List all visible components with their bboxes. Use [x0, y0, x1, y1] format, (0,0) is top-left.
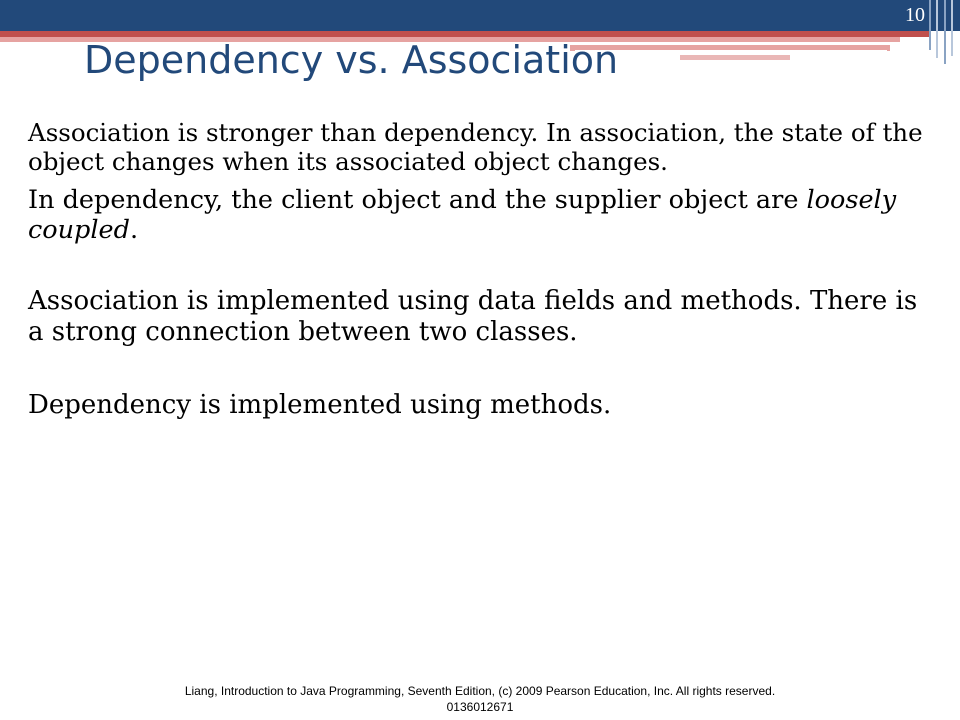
header-bar-navy — [0, 0, 960, 31]
paragraph-dependency-implementation: Dependency is implemented using methods. — [28, 390, 612, 421]
header-accent-line — [575, 50, 887, 52]
decorative-vertical-line — [944, 0, 946, 64]
slide-title: Dependency vs. Association — [84, 38, 619, 82]
emphasis-text: loosely coupled — [28, 184, 897, 246]
page-number: 10 — [905, 4, 925, 26]
paragraph-text: In dependency, the client object and the supplier object are — [28, 184, 807, 215]
paragraph-text-end: . — [129, 215, 139, 246]
paragraph-dependency-coupling — [28, 185, 938, 246]
paragraph-association-strength: Association is stronger than dependency. In association, the state of the object changes when its associated object changes. — [28, 118, 923, 177]
slide-body — [28, 118, 938, 422]
decorative-vertical-line — [951, 0, 953, 56]
header-accent-bar-short — [680, 55, 790, 60]
paragraph-association-implementation: Association is implemented using data fields and methods. There is a strong connection between two classes. — [28, 285, 918, 348]
footer-copyright: Liang, Introduction to Java Programming, Seventh Edition, (c) 2009 Pearson Education, Inc. All rights reserved. 0136012671 — [184, 684, 776, 714]
decorative-vertical-line — [936, 0, 938, 58]
